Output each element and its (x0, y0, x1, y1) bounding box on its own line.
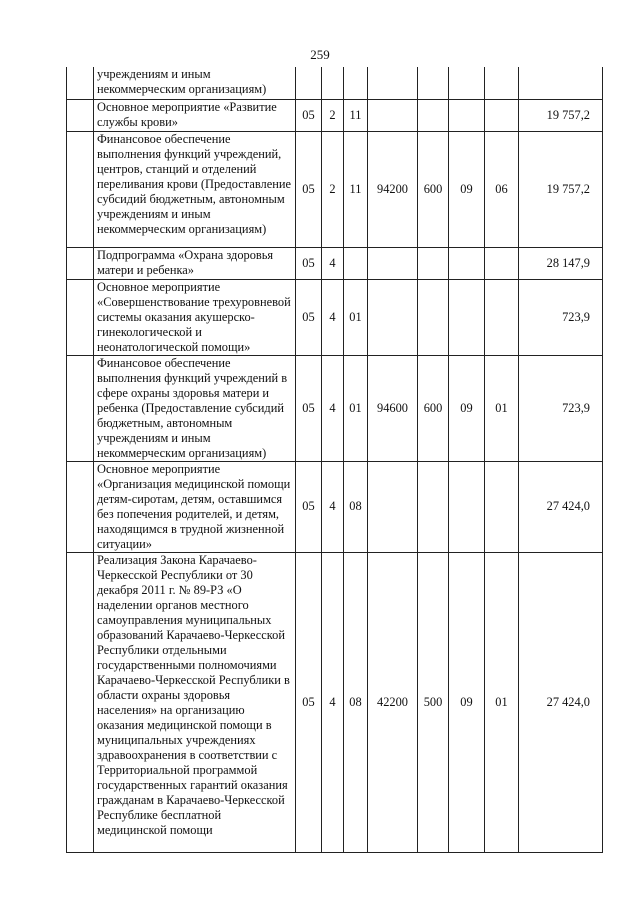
index-cell (67, 279, 94, 355)
code-cell (322, 67, 344, 99)
code-cell: 05 (296, 355, 322, 461)
code-cell: 01 (485, 552, 519, 852)
code-cell (368, 99, 418, 131)
code-cell: 11 (344, 99, 368, 131)
code-cell: 01 (344, 279, 368, 355)
code-cell (368, 247, 418, 279)
index-cell (67, 461, 94, 552)
index-cell (67, 247, 94, 279)
code-cell: 09 (449, 131, 485, 247)
page-number: 259 (310, 47, 330, 62)
code-cell (296, 67, 322, 99)
index-cell (67, 131, 94, 247)
table-row (67, 67, 603, 99)
code-cell (449, 461, 485, 552)
index-cell (67, 552, 94, 852)
code-cell: 4 (322, 279, 344, 355)
name-cell: Финансовое обеспечение выполнения функций учреждений в сфере охраны здоровья матери и ребенка (Предоставление субсидий бюджетным, автономным учреждениям и иным некоммерческим организациям) (94, 355, 296, 461)
budget-table (66, 67, 603, 853)
table-row (67, 279, 603, 355)
code-cell: 08 (344, 461, 368, 552)
code-cell: 11 (344, 131, 368, 247)
code-cell (418, 99, 449, 131)
code-cell: 05 (296, 99, 322, 131)
amount-cell: 19 757,2 (519, 131, 603, 247)
name-cell: Основное мероприятие «Развитие службы крови» (94, 99, 296, 131)
code-cell (418, 279, 449, 355)
code-cell: 05 (296, 461, 322, 552)
code-cell (449, 67, 485, 99)
code-cell: 94600 (368, 355, 418, 461)
code-cell: 600 (418, 131, 449, 247)
code-cell: 4 (322, 461, 344, 552)
code-cell (418, 247, 449, 279)
name-cell: Финансовое обеспечение выполнения функций учреждений, центров, станций и отделений переливания крови (Предоставление субсидий бюджетным, автономным учреждениям и иным некоммерческим организациям) (94, 131, 296, 247)
code-cell (449, 279, 485, 355)
code-cell: 2 (322, 99, 344, 131)
code-cell (485, 461, 519, 552)
table-row (67, 461, 603, 552)
code-cell: 05 (296, 552, 322, 852)
code-cell (368, 279, 418, 355)
code-cell (485, 279, 519, 355)
code-cell: 94200 (368, 131, 418, 247)
table-row (67, 99, 603, 131)
code-cell: 600 (418, 355, 449, 461)
amount-cell (519, 67, 603, 99)
table-row (67, 131, 603, 247)
table-row (67, 355, 603, 461)
code-cell (344, 67, 368, 99)
name-cell: Реализация Закона Карачаево-Черкесской Республики от 30 декабря 2011 г. № 89-РЗ «О наделении органов местного самоуправления муниципальных образований Карачаево-Черкесской Республики отдельными государственными полномочиями Карачаево-Черкесской Республики в области охраны здоровья населения» на организацию оказания медицинской помощи в муниципальных учреждениях здравоохранения в соответствии с Территориальной программой государственных гарантий оказания гражданам в Карачаево-Черкесской Республике бесплатной медицинской помощи (94, 552, 296, 852)
code-cell: 4 (322, 355, 344, 461)
amount-cell: 19 757,2 (519, 99, 603, 131)
code-cell: 2 (322, 131, 344, 247)
code-cell (368, 67, 418, 99)
index-cell (67, 99, 94, 131)
amount-cell: 723,9 (519, 355, 603, 461)
code-cell: 06 (485, 131, 519, 247)
code-cell (449, 247, 485, 279)
code-cell: 05 (296, 131, 322, 247)
code-cell: 08 (344, 552, 368, 852)
index-cell (67, 67, 94, 99)
amount-cell: 28 147,9 (519, 247, 603, 279)
code-cell (485, 67, 519, 99)
name-cell: Основное мероприятие «Организация медицинской помощи детям-сиротам, детям, оставшимся без попечения родителей, и детям, находящимся в трудной жизненной ситуации» (94, 461, 296, 552)
code-cell: 01 (485, 355, 519, 461)
code-cell: 05 (296, 279, 322, 355)
table-row (67, 552, 603, 852)
name-cell: учреждениям и иным некоммерческим организациям) (94, 67, 296, 99)
code-cell (418, 461, 449, 552)
code-cell (418, 67, 449, 99)
code-cell: 4 (322, 247, 344, 279)
code-cell: 500 (418, 552, 449, 852)
code-cell (485, 99, 519, 131)
amount-cell: 723,9 (519, 279, 603, 355)
amount-cell: 27 424,0 (519, 461, 603, 552)
code-cell (449, 99, 485, 131)
code-cell (344, 247, 368, 279)
code-cell: 05 (296, 247, 322, 279)
table-row (67, 247, 603, 279)
code-cell (485, 247, 519, 279)
index-cell (67, 355, 94, 461)
code-cell: 01 (344, 355, 368, 461)
code-cell: 09 (449, 552, 485, 852)
code-cell: 09 (449, 355, 485, 461)
code-cell (368, 461, 418, 552)
name-cell: Подпрограмма «Охрана здоровья матери и ребенка» (94, 247, 296, 279)
amount-cell: 27 424,0 (519, 552, 603, 852)
code-cell: 4 (322, 552, 344, 852)
code-cell: 42200 (368, 552, 418, 852)
name-cell: Основное мероприятие «Совершенствование трехуровневой системы оказания акушерско-гинекологической и неонатологической помощи» (94, 279, 296, 355)
